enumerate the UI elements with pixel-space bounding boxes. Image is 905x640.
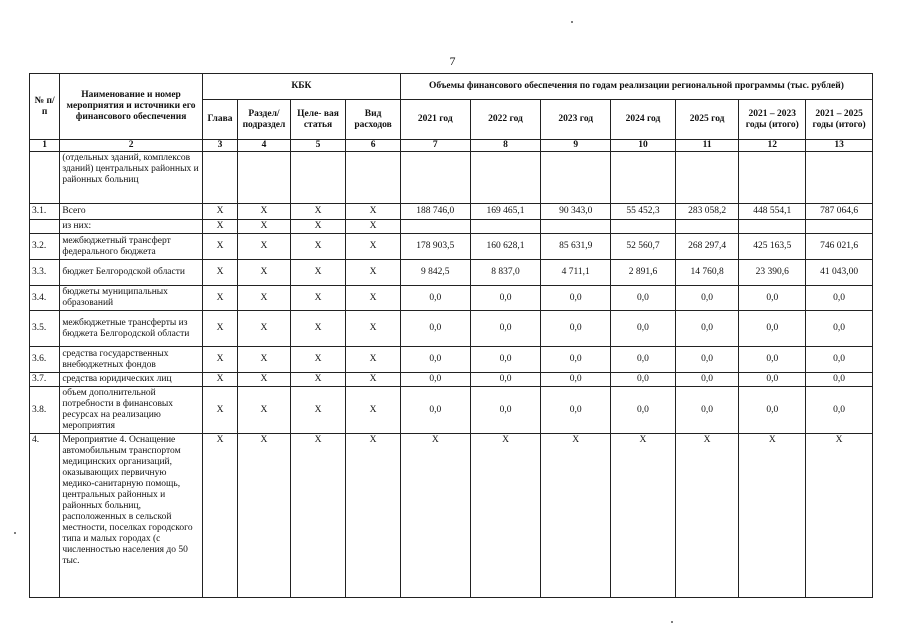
kbk-cell: X	[290, 286, 346, 311]
amount-cell: 0,0	[470, 373, 541, 387]
kbk-cell: X	[238, 260, 291, 286]
column-index: 13	[806, 140, 873, 152]
column-index: 10	[611, 140, 676, 152]
amount-cell: X	[806, 434, 873, 598]
row-name: бюджеты муниципальных образований	[60, 286, 203, 311]
header-kbk-chapter: Глава	[202, 100, 237, 140]
row-number: 3.8.	[30, 387, 60, 434]
amount-cell	[739, 152, 806, 204]
table-row	[30, 311, 873, 347]
kbk-cell: X	[202, 220, 237, 234]
kbk-cell: X	[290, 311, 346, 347]
amount-cell	[675, 152, 739, 204]
amount-cell: 0,0	[541, 286, 611, 311]
row-number: 3.7.	[30, 373, 60, 387]
header-kbk-article: Целе- вая статья	[290, 100, 346, 140]
kbk-cell: X	[238, 373, 291, 387]
amount-cell: 0,0	[541, 387, 611, 434]
kbk-cell: X	[238, 234, 291, 260]
amount-cell: 90 343,0	[541, 204, 611, 220]
amount-cell	[611, 152, 676, 204]
amount-cell: 0,0	[739, 373, 806, 387]
row-number	[30, 220, 60, 234]
scan-speck	[14, 532, 16, 534]
amount-cell: 14 760,8	[675, 260, 739, 286]
kbk-cell: X	[202, 347, 237, 373]
amount-cell: 787 064,6	[806, 204, 873, 220]
amount-cell	[806, 220, 873, 234]
kbk-cell: X	[238, 311, 291, 347]
amount-cell: 0,0	[806, 286, 873, 311]
table-row	[30, 234, 873, 260]
column-index: 9	[541, 140, 611, 152]
amount-cell: X	[611, 434, 676, 598]
page-number: 7	[449, 54, 456, 68]
kbk-cell: X	[346, 204, 401, 220]
kbk-cell: X	[202, 260, 237, 286]
kbk-cell: X	[238, 387, 291, 434]
table-row	[30, 204, 873, 220]
amount-cell: 268 297,4	[675, 234, 739, 260]
financing-table	[29, 73, 873, 598]
column-index: 5	[290, 140, 346, 152]
kbk-cell: X	[202, 387, 237, 434]
kbk-cell: X	[290, 204, 346, 220]
amount-cell: 9 842,5	[400, 260, 470, 286]
column-index: 7	[400, 140, 470, 152]
row-number: 3.3.	[30, 260, 60, 286]
kbk-cell: X	[238, 220, 291, 234]
amount-cell: 0,0	[806, 387, 873, 434]
row-name: бюджет Белгородской области	[60, 260, 203, 286]
column-index: 8	[470, 140, 541, 152]
amount-cell: X	[675, 434, 739, 598]
row-number	[30, 152, 60, 204]
amount-cell: 0,0	[806, 347, 873, 373]
amount-cell: 0,0	[400, 387, 470, 434]
amount-cell: X	[470, 434, 541, 598]
header-total-2021-2023: 2021 – 2023 годы (итого)	[739, 100, 806, 140]
amount-cell: 0,0	[541, 311, 611, 347]
kbk-cell	[346, 152, 401, 204]
amount-cell	[470, 152, 541, 204]
column-index: 6	[346, 140, 401, 152]
kbk-cell: X	[346, 434, 401, 598]
kbk-cell: X	[346, 387, 401, 434]
amount-cell	[739, 220, 806, 234]
amount-cell: 23 390,6	[739, 260, 806, 286]
amount-cell: 0,0	[400, 311, 470, 347]
table-row	[30, 286, 873, 311]
amount-cell: 41 043,00	[806, 260, 873, 286]
kbk-cell: X	[346, 234, 401, 260]
kbk-cell: X	[202, 234, 237, 260]
amount-cell: X	[541, 434, 611, 598]
column-index: 12	[739, 140, 806, 152]
header-col-name: Наименование и номер мероприятия и источники его финансового обеспечения	[60, 74, 203, 140]
row-number: 3.4.	[30, 286, 60, 311]
row-name: межбюджетный трансферт федерального бюджета	[60, 234, 203, 260]
kbk-cell: X	[238, 204, 291, 220]
row-name: Мероприятие 4. Оснащение автомобильным транспортом медицинских организаций, оказывающих первичную медико-санитарную помощь, центральных районных и районных больниц, расположенных в сельской местности, поселках городского типа и малых городах (с численностью населения до 50 тыс.	[60, 434, 203, 598]
kbk-cell: X	[290, 234, 346, 260]
column-index: 11	[675, 140, 739, 152]
row-name: средства юридических лиц	[60, 373, 203, 387]
amount-cell: 448 554,1	[739, 204, 806, 220]
amount-cell	[400, 152, 470, 204]
amount-cell: 746 021,6	[806, 234, 873, 260]
amount-cell: 52 560,7	[611, 234, 676, 260]
amount-cell: 85 631,9	[541, 234, 611, 260]
amount-cell: 2 891,6	[611, 260, 676, 286]
kbk-cell: X	[238, 286, 291, 311]
amount-cell	[611, 220, 676, 234]
amount-cell: 0,0	[739, 286, 806, 311]
amount-cell: 178 903,5	[400, 234, 470, 260]
header-kbk-expense-type: Вид расходов	[346, 100, 401, 140]
amount-cell: 0,0	[470, 311, 541, 347]
kbk-cell: X	[346, 286, 401, 311]
table-row	[30, 260, 873, 286]
header-year-2024: 2024 год	[611, 100, 676, 140]
row-name: из них:	[60, 220, 203, 234]
amount-cell: 0,0	[400, 286, 470, 311]
header-year-2023: 2023 год	[541, 100, 611, 140]
table-row	[30, 220, 873, 234]
kbk-cell	[238, 152, 291, 204]
kbk-cell	[290, 152, 346, 204]
row-name: средства государственных внебюджетных фондов	[60, 347, 203, 373]
amount-cell	[470, 220, 541, 234]
kbk-cell: X	[346, 220, 401, 234]
kbk-cell: X	[290, 387, 346, 434]
kbk-cell: X	[290, 434, 346, 598]
amount-cell: 0,0	[739, 387, 806, 434]
header-total-2021-2025: 2021 – 2025 годы (итого)	[806, 100, 873, 140]
column-index-row	[30, 140, 873, 152]
kbk-cell: X	[202, 204, 237, 220]
table-row	[30, 434, 873, 598]
kbk-cell: X	[238, 347, 291, 373]
kbk-cell: X	[346, 260, 401, 286]
column-index: 1	[30, 140, 60, 152]
amount-cell: 0,0	[470, 347, 541, 373]
scan-speck	[671, 621, 673, 623]
table-row	[30, 373, 873, 387]
amount-cell: 0,0	[611, 373, 676, 387]
amount-cell: 188 746,0	[400, 204, 470, 220]
amount-cell: 0,0	[400, 347, 470, 373]
kbk-cell	[202, 152, 237, 204]
column-index: 2	[60, 140, 203, 152]
amount-cell: 0,0	[675, 387, 739, 434]
kbk-cell: X	[346, 373, 401, 387]
amount-cell: 0,0	[470, 387, 541, 434]
amount-cell: 0,0	[541, 373, 611, 387]
row-number: 3.1.	[30, 204, 60, 220]
scan-speck	[571, 21, 573, 23]
row-name: межбюджетные трансферты из бюджета Белгородской области	[60, 311, 203, 347]
kbk-cell: X	[290, 373, 346, 387]
amount-cell	[541, 152, 611, 204]
amount-cell	[806, 152, 873, 204]
header-col-num: № п/п	[30, 74, 60, 140]
kbk-cell: X	[346, 347, 401, 373]
amount-cell: 0,0	[611, 387, 676, 434]
header-kbk: КБК	[202, 74, 400, 100]
row-number: 3.6.	[30, 347, 60, 373]
kbk-cell: X	[290, 220, 346, 234]
amount-cell: 0,0	[806, 373, 873, 387]
table-body	[30, 152, 873, 598]
amount-cell: 0,0	[470, 286, 541, 311]
kbk-cell: X	[238, 434, 291, 598]
column-index: 4	[238, 140, 291, 152]
kbk-cell: X	[202, 373, 237, 387]
amount-cell: 0,0	[400, 373, 470, 387]
amount-cell: X	[739, 434, 806, 598]
amount-cell: 55 452,3	[611, 204, 676, 220]
amount-cell: 8 837,0	[470, 260, 541, 286]
amount-cell: 0,0	[611, 347, 676, 373]
amount-cell: 0,0	[806, 311, 873, 347]
table-row	[30, 347, 873, 373]
header-year-2025: 2025 год	[675, 100, 739, 140]
table-row	[30, 152, 873, 204]
amount-cell: 160 628,1	[470, 234, 541, 260]
amount-cell: 0,0	[675, 286, 739, 311]
kbk-cell: X	[346, 311, 401, 347]
header-kbk-section: Раздел/ подраздел	[238, 100, 291, 140]
row-name: объем дополнительной потребности в финансовых ресурсах на реализацию мероприятия	[60, 387, 203, 434]
row-number: 3.2.	[30, 234, 60, 260]
amount-cell	[541, 220, 611, 234]
header-year-2021: 2021 год	[400, 100, 470, 140]
amount-cell: 0,0	[611, 286, 676, 311]
amount-cell	[400, 220, 470, 234]
amount-cell: 0,0	[675, 373, 739, 387]
amount-cell	[675, 220, 739, 234]
header-volumes: Объемы финансового обеспечения по годам реализации региональной программы (тыс. рублей)	[400, 74, 872, 100]
amount-cell: 0,0	[739, 347, 806, 373]
amount-cell: 425 163,5	[739, 234, 806, 260]
amount-cell: 0,0	[541, 347, 611, 373]
table-row	[30, 387, 873, 434]
amount-cell: 4 711,1	[541, 260, 611, 286]
kbk-cell: X	[202, 286, 237, 311]
amount-cell: 0,0	[675, 347, 739, 373]
kbk-cell: X	[202, 434, 237, 598]
column-index: 3	[202, 140, 237, 152]
amount-cell: X	[400, 434, 470, 598]
row-name: (отдельных зданий, комплексов зданий) центральных районных и районных больниц	[60, 152, 203, 204]
amount-cell: 0,0	[675, 311, 739, 347]
amount-cell: 283 058,2	[675, 204, 739, 220]
amount-cell: 0,0	[739, 311, 806, 347]
row-name: Всего	[60, 204, 203, 220]
amount-cell: 169 465,1	[470, 204, 541, 220]
row-number: 3.5.	[30, 311, 60, 347]
kbk-cell: X	[290, 347, 346, 373]
kbk-cell: X	[290, 260, 346, 286]
row-number: 4.	[30, 434, 60, 598]
kbk-cell: X	[202, 311, 237, 347]
amount-cell: 0,0	[611, 311, 676, 347]
header-year-2022: 2022 год	[470, 100, 541, 140]
